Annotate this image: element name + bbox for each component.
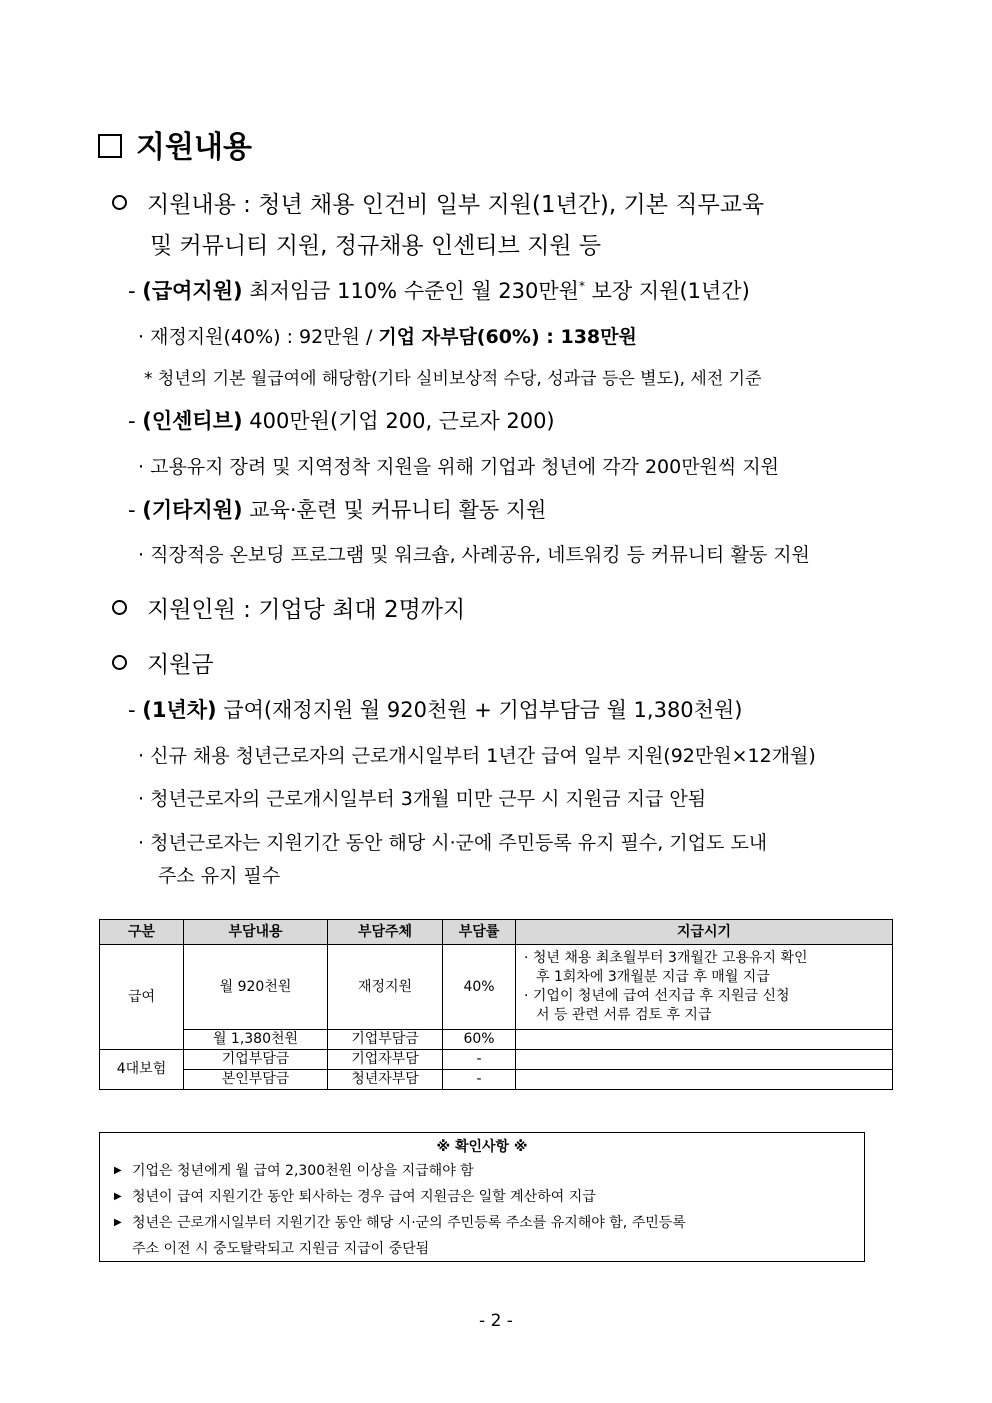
table-cell: 40%	[443, 945, 516, 1030]
year1-line: - (1년차) 급여(재정지원 월 920천원 + 기업부담금 월 1,380천원)	[128, 698, 743, 722]
year1-detail-2: · 청년근로자의 근로개시일부터 3개월 미만 근무 시 지원금 지급 안됨	[138, 788, 707, 810]
incentive-detail-line: · 고용유지 장려 및 지역정착 지원을 위해 기업과 청년에 각각 200만원씩 지원	[138, 456, 780, 478]
table-header-row	[100, 920, 893, 945]
table-cell: -	[443, 1050, 516, 1070]
support-table	[99, 919, 893, 1090]
table-header: 구분	[100, 920, 184, 945]
table-header: 지급시기	[516, 920, 893, 945]
dash-icon: -	[128, 409, 143, 433]
table-cell: 월 1,380천원	[184, 1030, 328, 1050]
middot-icon: ·	[138, 544, 151, 566]
salary-detail-line: · 재정지원(40%) : 92만원 / 기업 자부담(60%) : 138만원	[138, 326, 637, 348]
confirm-item: ▶ 청년이 급여 지원기간 동안 퇴사하는 경우 급여 지원금은 일할 계산하여 지급	[100, 1184, 864, 1210]
confirm-box	[99, 1132, 865, 1262]
other-detail-line: · 직장적응 온보딩 프로그램 및 워크숍, 사례공유, 네트워킹 등 커뮤니티 활동 지원	[138, 544, 810, 566]
dash-icon: -	[128, 698, 143, 722]
table-row	[100, 945, 893, 1030]
year1-detail-1: · 신규 채용 청년근로자의 근로개시일부터 1년간 급여 일부 지원(92만원×12개월)	[138, 745, 816, 767]
confirm-item: ▶ 청년은 근로개시일부터 지원기간 동안 해당 시·군의 주민등록 주소를 유지해야 함, 주민등록	[100, 1210, 864, 1236]
confirm-title: ※ 확인사항 ※	[436, 1139, 528, 1155]
content-line-1: 지원내용 : 청년 채용 인건비 일부 지원(1년간), 기본 직무교육	[112, 186, 764, 219]
table-cell: 본인부담금	[184, 1070, 328, 1090]
table-cell: 60%	[443, 1030, 516, 1050]
table-cell: 급여	[100, 945, 184, 1050]
payment-timing-cell: · 청년 채용 최초월부터 3개월간 고용유지 확인 후 1회차에 3개월분 지급 후 매월 지급 · 기업이 청년에 급여 선지급 후 지원금 신청 서 등 관련 서류 검토 후 지급	[516, 945, 893, 1030]
section-heading: 지원내용	[98, 122, 252, 166]
table-cell	[516, 1050, 893, 1070]
confirm-item-cont: 주소 이전 시 중도탈락되고 지원금 지급이 중단됨	[132, 1241, 430, 1257]
table-cell: 월 920천원	[184, 945, 328, 1030]
middot-icon: ·	[138, 326, 151, 348]
dash-icon: -	[128, 498, 143, 522]
triangle-bullet-icon: ▶	[114, 1191, 122, 1202]
square-bullet-icon	[98, 134, 122, 158]
page-number: - 2 -	[479, 1311, 513, 1331]
table-cell: -	[443, 1070, 516, 1090]
middot-icon: ·	[138, 788, 151, 810]
table-header: 부담주체	[328, 920, 443, 945]
table-cell: 기업부담금	[328, 1030, 443, 1050]
salary-footnote: * 청년의 기본 월급여에 해당함(기타 실비보상적 수당, 성과급 등은 별도), 세전 기준	[144, 369, 762, 389]
year1-detail-3: · 청년근로자는 지원기간 동안 해당 시·군에 주민등록 유지 필수, 기업도 도내	[138, 832, 768, 854]
table-cell: 청년자부담	[328, 1070, 443, 1090]
triangle-bullet-icon: ▶	[114, 1217, 122, 1228]
triangle-bullet-icon: ▶	[114, 1165, 122, 1176]
middot-icon: ·	[138, 832, 151, 854]
table-cell: 재정지원	[328, 945, 443, 1030]
fund-line: 지원금	[112, 646, 214, 679]
circle-bullet-icon	[112, 600, 127, 615]
middot-icon: ·	[138, 745, 151, 767]
circle-bullet-icon	[112, 655, 127, 670]
table-row	[100, 1070, 893, 1090]
salary-support-line: - (급여지원) 최저임금 110% 수준인 월 230만원* 보장 지원(1년간)	[128, 279, 750, 303]
table-row	[100, 1050, 893, 1070]
middot-icon: ·	[138, 456, 151, 478]
year1-detail-3-cont: 주소 유지 필수	[158, 865, 281, 887]
table-cell: 4대보험	[100, 1050, 184, 1090]
table-cell	[516, 1030, 893, 1050]
table-row	[100, 1030, 893, 1050]
persons-line: 지원인원 : 기업당 최대 2명까지	[112, 591, 465, 624]
confirm-item: ▶ 기업은 청년에게 월 급여 2,300천원 이상을 지급해야 함	[100, 1158, 864, 1184]
table-cell	[516, 1070, 893, 1090]
content-line-2: 및 커뮤니티 지원, 정규채용 인센티브 지원 등	[150, 233, 602, 259]
dash-icon: -	[128, 279, 143, 303]
incentive-line: - (인센티브) 400만원(기업 200, 근로자 200)	[128, 409, 555, 433]
circle-bullet-icon	[112, 195, 127, 210]
table-cell: 기업자부담	[328, 1050, 443, 1070]
other-support-line: - (기타지원) 교육·훈련 및 커뮤니티 활동 지원	[128, 498, 547, 522]
table-header: 부담률	[443, 920, 516, 945]
table-cell: 기업부담금	[184, 1050, 328, 1070]
table-header: 부담내용	[184, 920, 328, 945]
